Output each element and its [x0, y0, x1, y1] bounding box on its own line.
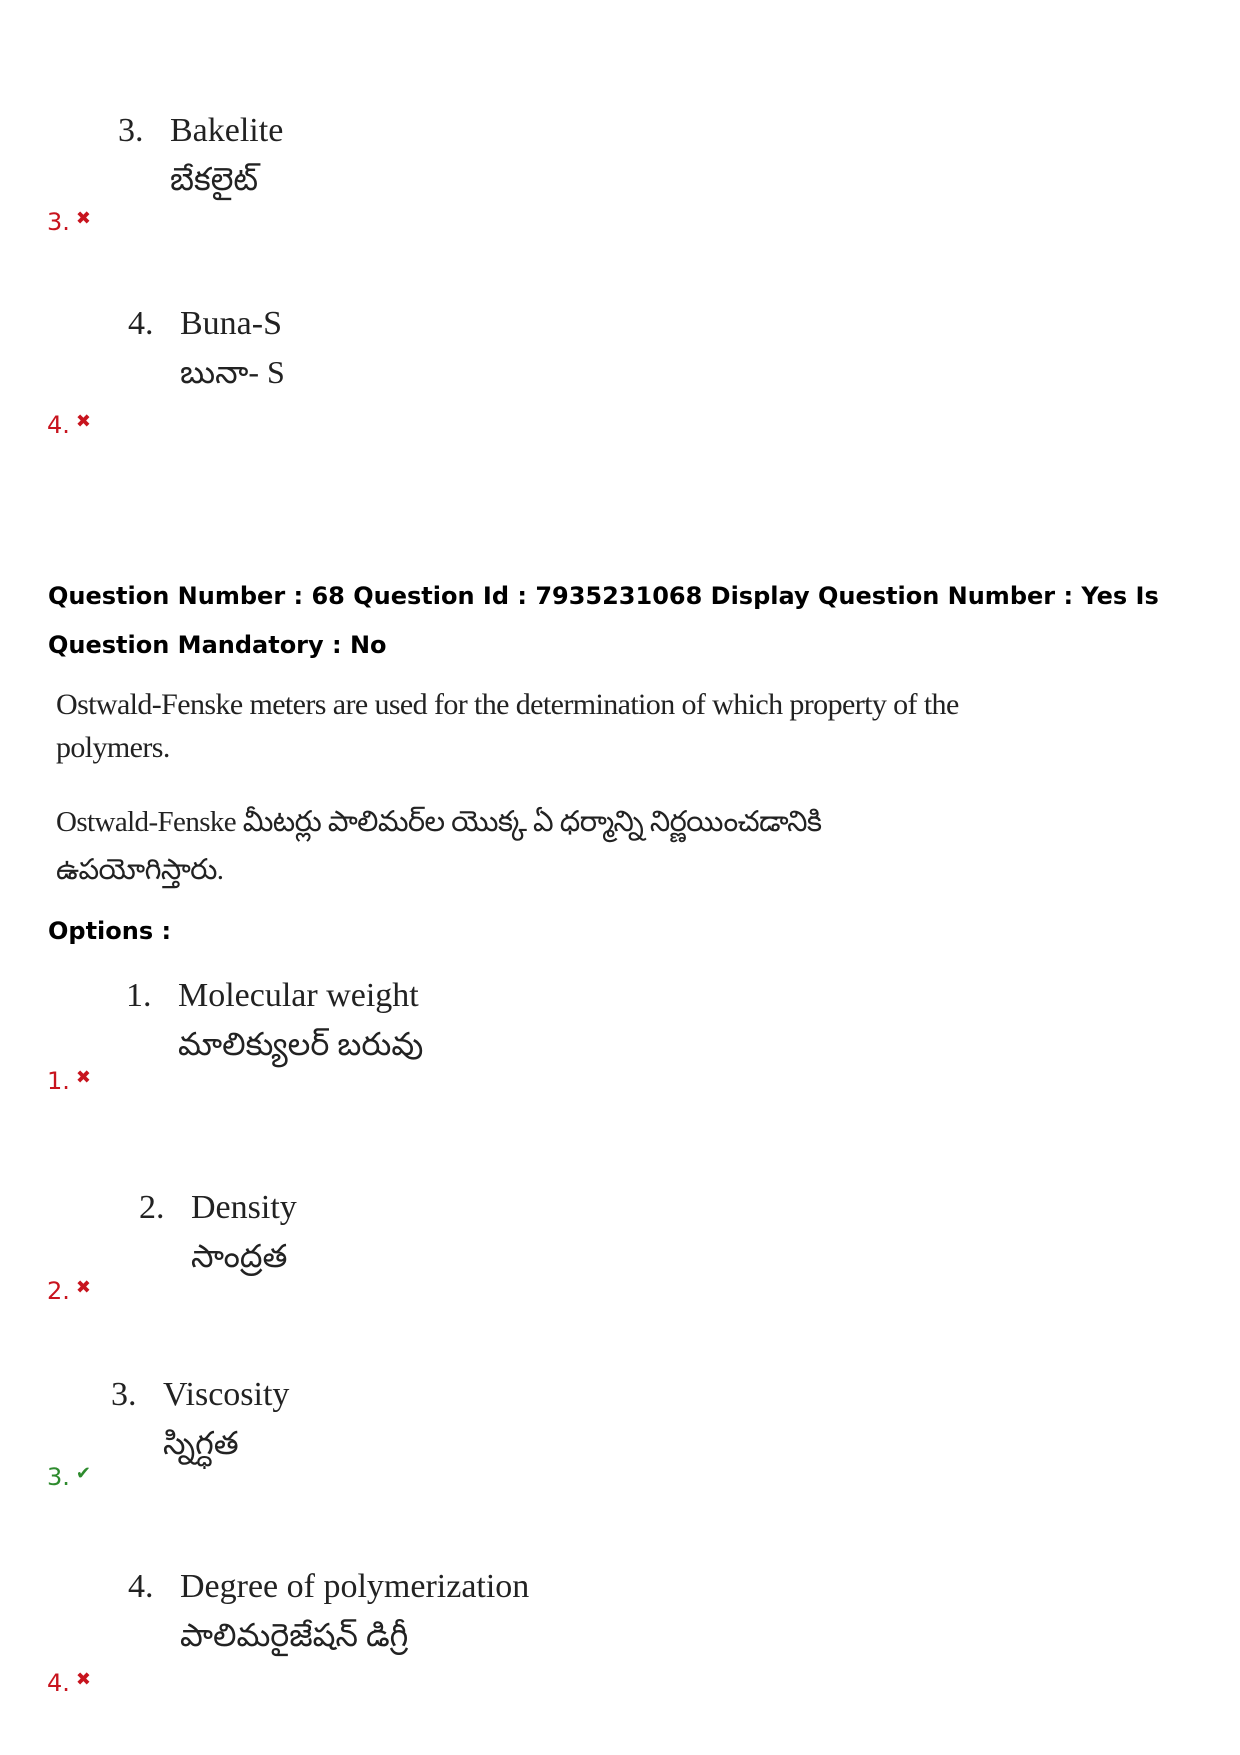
- option-english-text: Viscosity: [163, 1376, 290, 1413]
- prev-option-4-marker: [47, 408, 91, 439]
- option-telugu-text: బునా- S: [180, 354, 285, 390]
- marker-number: 1.: [47, 1067, 70, 1095]
- option-3-marker: [47, 1460, 91, 1491]
- question-text-en-line2: polymers.: [56, 731, 170, 764]
- option-2-image: [139, 1187, 297, 1277]
- marker-number: 4.: [47, 411, 70, 439]
- question-header: Question Number : 68 Question Id : 7935231068 Display Question Number : Yes Is Question Mandatory : No: [48, 582, 1159, 659]
- option-telugu-text: సాంద్రత: [191, 1238, 288, 1274]
- option-4-image: [128, 1566, 529, 1656]
- option-2-marker: [47, 1274, 91, 1305]
- option-4-marker: [47, 1666, 91, 1697]
- option-number: 3.: [111, 1376, 137, 1413]
- cross-icon: ✖: [75, 208, 91, 229]
- option-english-text: Bakelite: [170, 112, 284, 149]
- option-number: 4.: [128, 1568, 154, 1605]
- option-telugu-text: స్నిగ్ధత: [163, 1425, 239, 1461]
- option-telugu-text: మాలిక్యులర్ బరువు: [178, 1026, 424, 1062]
- option-number: 1.: [126, 977, 152, 1014]
- prev-option-4-image: [128, 303, 285, 393]
- question-text-en-line1: Ostwald-Fenske meters are used for the determination of which property of the: [56, 688, 959, 721]
- option-english-text: Density: [191, 1189, 297, 1226]
- option-number: 3.: [118, 112, 144, 149]
- cross-icon: ✖: [75, 1277, 91, 1298]
- marker-number: 4.: [47, 1669, 70, 1697]
- cross-icon: ✖: [75, 1669, 91, 1690]
- cross-icon: ✖: [75, 411, 91, 432]
- option-1-image: [126, 975, 423, 1065]
- marker-number: 2.: [47, 1277, 70, 1305]
- option-telugu-text: బేకలైట్: [170, 161, 259, 197]
- option-telugu-text: పాలిమరైజేషన్ డిగ్రీ: [180, 1617, 409, 1653]
- question-text-te-line1: Ostwald-Fenske మీటర్లు పాలిమర్‌ల యొక్క ఏ ధర్మాన్ని నిర్ణయించడానికి: [56, 806, 822, 838]
- options-label: Options :: [48, 917, 172, 945]
- marker-number: 3.: [47, 1463, 70, 1491]
- cross-icon: ✖: [75, 1067, 91, 1088]
- option-english-text: Buna-S: [180, 305, 282, 342]
- option-number: 4.: [128, 305, 154, 342]
- prev-option-3-marker: [47, 205, 91, 236]
- question-text-te-line2: ఉపయోగిస్తారు.: [56, 854, 224, 886]
- option-english-text: Molecular weight: [178, 977, 419, 1014]
- option-number: 2.: [139, 1189, 165, 1226]
- check-icon: ✔: [75, 1463, 91, 1484]
- option-3-image: [111, 1374, 289, 1464]
- option-english-text: Degree of polymerization: [180, 1568, 530, 1605]
- marker-number: 3.: [47, 208, 70, 236]
- prev-option-3-image: [118, 110, 283, 200]
- option-1-marker: [47, 1064, 91, 1095]
